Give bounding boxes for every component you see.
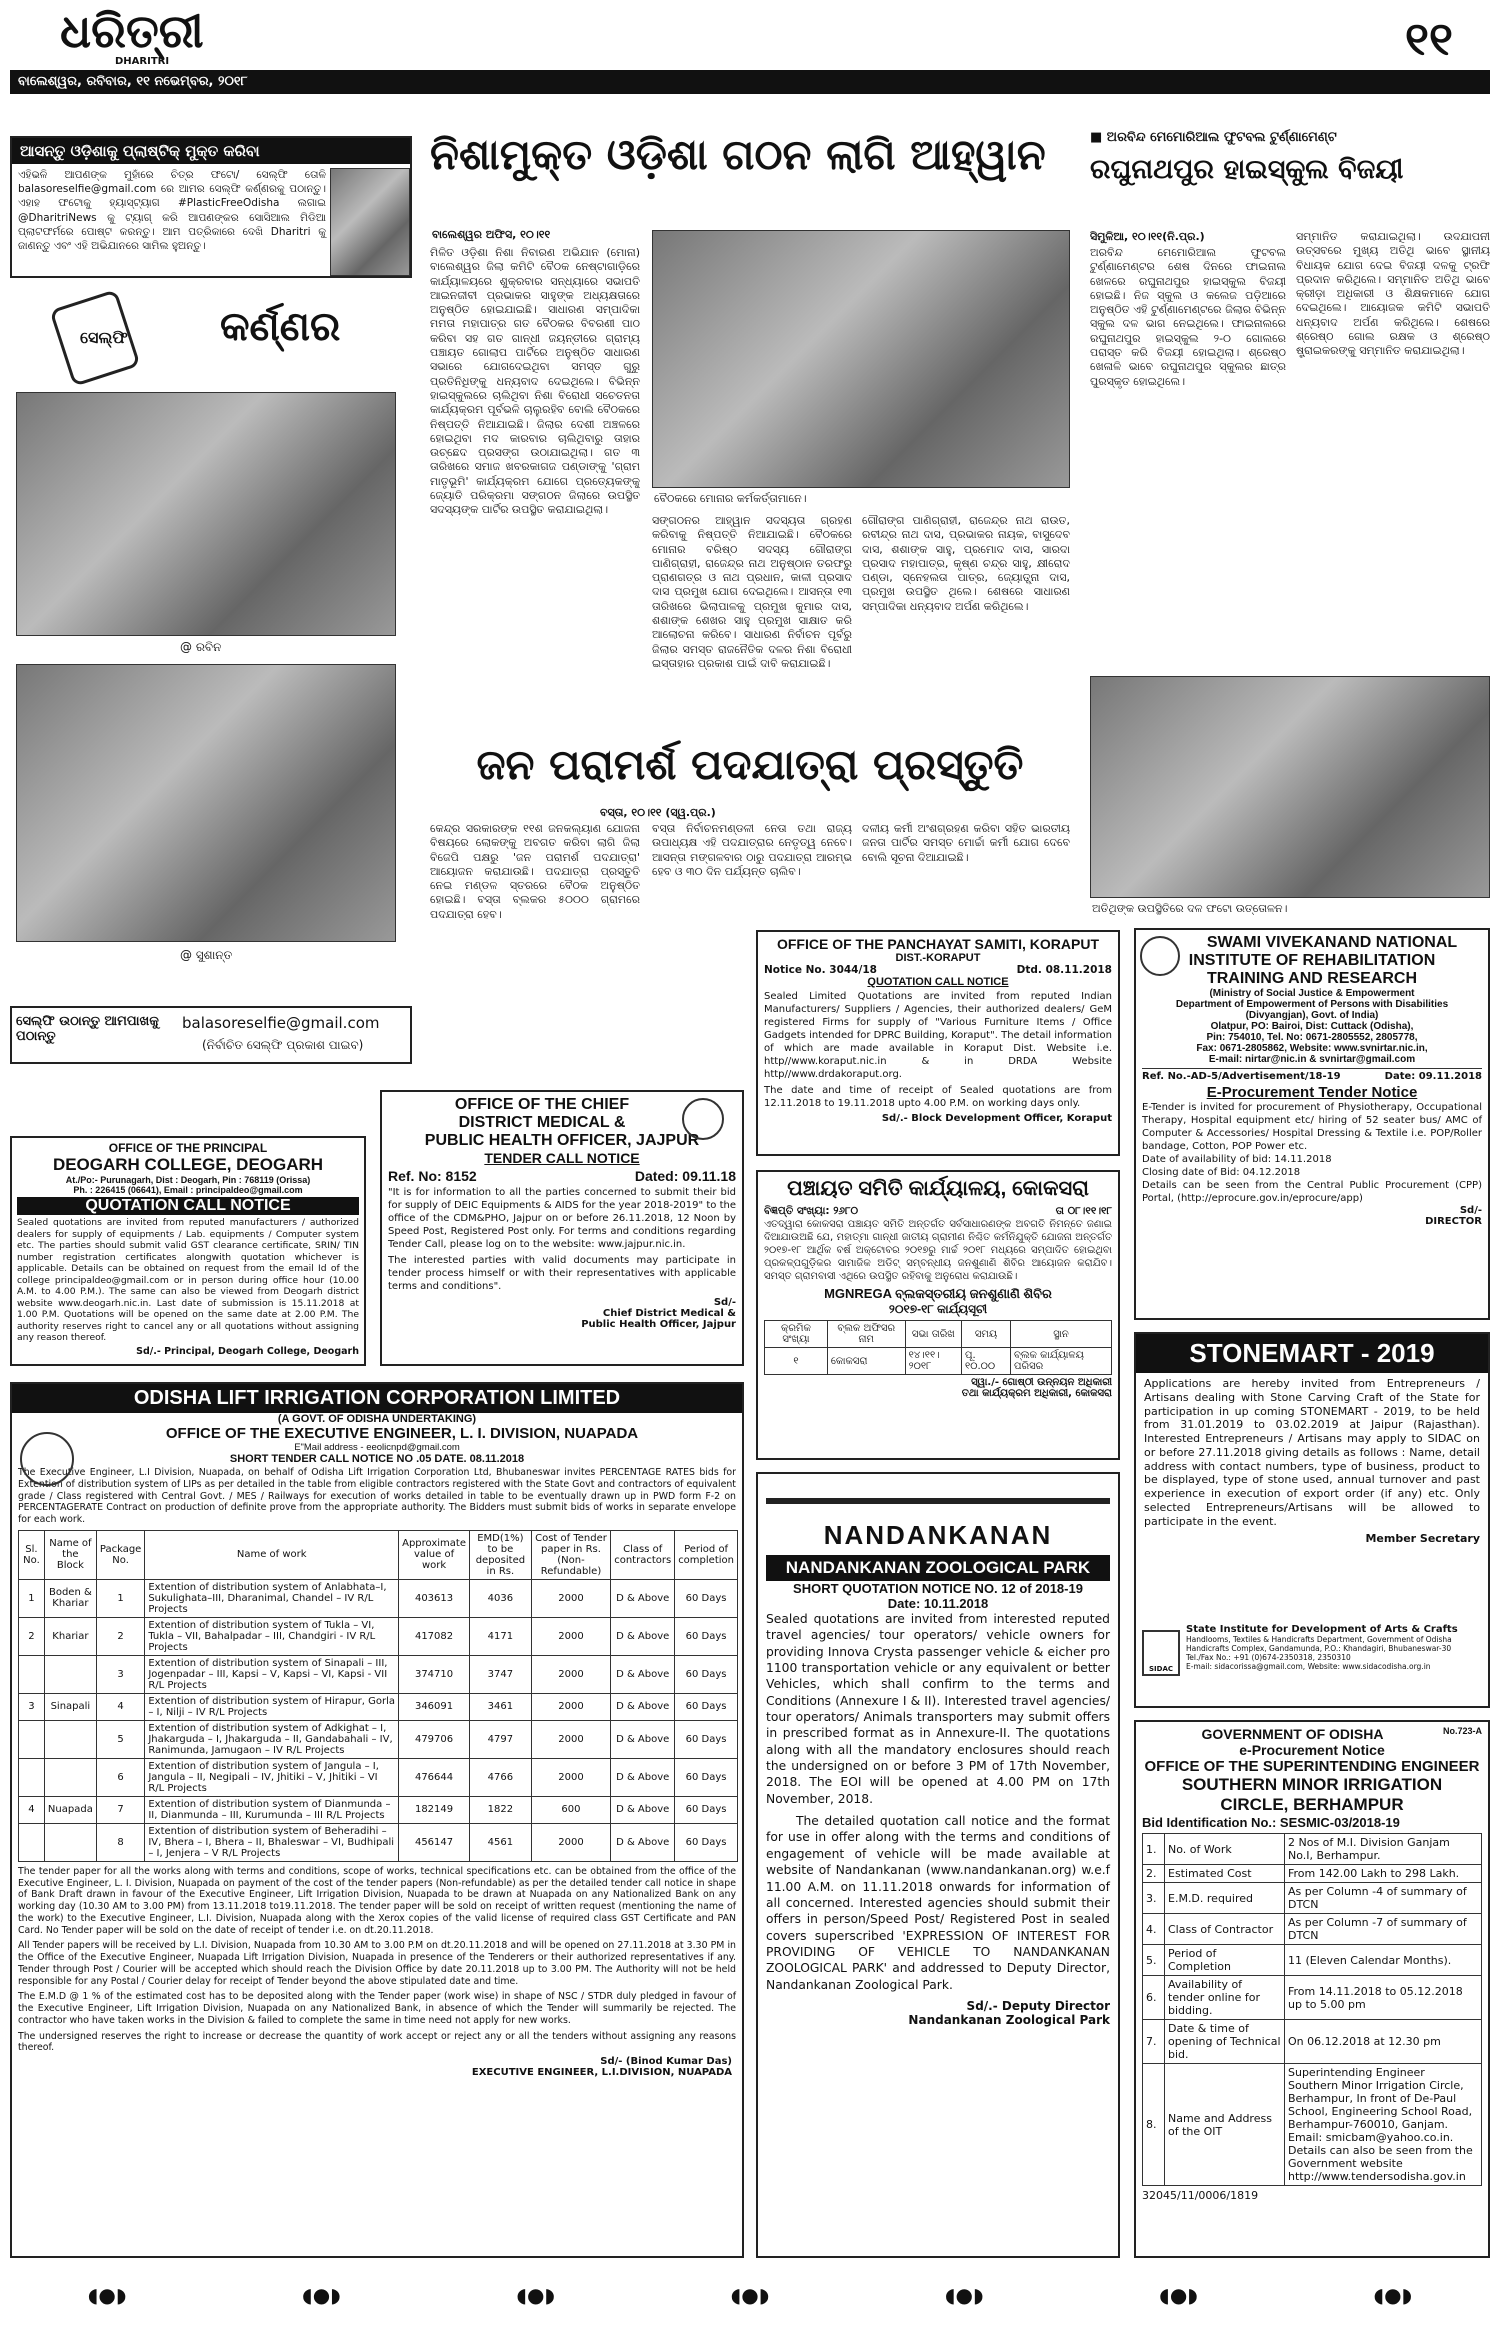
story2-photo: [1090, 676, 1490, 898]
koraput-date: Dtd. 08.11.2018: [1016, 964, 1112, 976]
smi-cell-k: Class of Contractor: [1165, 1914, 1285, 1945]
koksara-body: ଏତଦ୍ୱାରା କୋକସରା ପଞ୍ଚାୟତ ସମିତି ଅନ୍ତର୍ଗତ ସର୍ବସାଧାରଣଙ୍କ ଅବଗତି ନିମନ୍ତେ ଜଣାଇ ଦିଆଯାଉଅଛି ଯେ, ମହାତ୍ମା ଗାନ୍ଧୀ ଜାତୀୟ ଗ୍ରାମୀଣ ନିଶ୍ଚିତ କର୍ମନିଯୁକ୍ତି ଯୋଜନା ଅନ୍ତର୍ଗତ ୨୦୧୭-୧୮ ଆର୍ଥିକ ବର୍ଷ ଅକ୍ଟୋବର ୨୦୧୭ରୁ ମାର୍ଚ୍ଚ ୨୦୧୮ ମଧ୍ୟରେ ସମ୍ପାଦିତ ହୋଇଥିବା ପ୍ରକଳ୍ପଗୁଡ଼ିକର ସାମାଜିକ ଅଡିଟ୍ ସମ୍ବନ୍ଧୀୟ ଜନଶୁଣାଣି ଶିବିର ଆୟୋଜନ କରାଯିବ। ସମସ୍ତ ଗ୍ରାମବାସୀ ଏଥିରେ ଉପସ୍ଥିତ ରହିବାକୁ ଅନୁରୋଧ କରାଯାଉଛି।: [764, 1219, 1112, 1283]
olic-th: Class of contractors: [611, 1530, 675, 1579]
svnirtar-ref-row: [1142, 1068, 1482, 1082]
koksara-th: କ୍ରମିକ ସଂଖ୍ୟା: [765, 1321, 828, 1348]
olic-cell-period: 60 Days: [675, 1758, 738, 1796]
story3-col3: ଦଳୀୟ କର୍ମୀ ଅଂଶଗ୍ରହଣ କରିବା ସହିତ ଭାରତୀୟ ଜନତା ପାର୍ଟିର ସମସ୍ତ ମୋର୍ଚ୍ଚା କର୍ମୀ ଯୋଗ ଦେବେ ବୋଲି ସୂଚନା ଦିଆଯାଇଛି।: [862, 822, 1070, 864]
stonemart-org4: Tel./Fax No.: +91 (0)674-2350318, 2350310: [1186, 1653, 1351, 1662]
registration-mark-icon: ◖●◗: [516, 2283, 555, 2307]
olic-cell-pkg: 8: [96, 1823, 144, 1861]
olic-cell-sl: 1: [19, 1579, 45, 1617]
olic-cell-cost: 2000: [531, 1655, 610, 1693]
svnirtar-l3: TRAINING AND RESEARCH: [1206, 970, 1418, 987]
koksara-td: ୧୪।୧୧।୨୦୧୮: [905, 1348, 961, 1375]
olic-p4: The undersigned reserves the right to increase or decrease the quantity of work accept or reject any or all the tenders without assigning any reasons thereof.: [18, 2030, 736, 2054]
stonemart-title: STONEMART - 2019: [1136, 1334, 1488, 1373]
nandankanan-notice: SHORT QUOTATION NOTICE NO. 12 of 2018-19: [793, 1581, 1083, 1596]
koksara-td: କୋକସରା: [827, 1348, 905, 1375]
story2-dateline: ସିମୁଳିଆ, ୧୦।୧୧(ନି.ପ୍ର.): [1090, 230, 1205, 243]
olic-cell-work: Extention of distribution system of Tukla – VI, Tukla – VII, Bahalpadar – III, Chandgiri - IV R/L Projects: [145, 1617, 399, 1655]
olic-rows: [19, 1579, 738, 1861]
story3: [430, 740, 1070, 920]
smi-cell-n: 3.: [1143, 1883, 1165, 1914]
nandankanan-p2: The detailed quotation call notice and the format for use in offer along with the terms and conditions of engagement of vehicle will be made available at website of Nandankanan (www.nandankanan.org) w.e.f 11.00 A.M. on 11.11.2018 onwards for information of all concerned. Interested agencies should submit their offers in person/Speed Post/ Registered Post in sealed covers superscribed 'EXPRESSION OF INTEREST FOR PROVIDING OF VEHICLE TO NANDANKANAN ZOOLOGICAL PARK' and addressed to Deputy Director, Nandankanan Zoological Park.: [766, 1814, 1110, 1992]
svnirtar-sign1: Sd/-: [1459, 1205, 1482, 1216]
plastic-free-box: [10, 136, 412, 278]
olic-cell-class: D & Above: [611, 1823, 675, 1861]
svnirtar-l6: (Divyangjan), Govt. of India): [1245, 1010, 1379, 1021]
olic-cell-block: Khariar: [44, 1617, 96, 1655]
olic-cell-period: 60 Days: [675, 1823, 738, 1861]
olic-cell-class: D & Above: [611, 1693, 675, 1720]
smi-cell-v: 2 Nos of M.I. Division Ganjam No.I, Berhampur.: [1285, 1834, 1482, 1865]
olic-notice: SHORT TENDER CALL NOTICE NO .05 DATE. 08.11.2018: [229, 1453, 525, 1465]
olic-cell-emd: 4561: [470, 1823, 532, 1861]
olic-sign2: EXECUTIVE ENGINEER, L.I.DIVISION, NUAPADA: [471, 2067, 732, 2078]
olic-cell-work: Extention of distribution system of Jangula – I, Jangula – II, Negipali – IV, Jhitiki – V, Jhitiki – VI R/L Projects: [145, 1758, 399, 1796]
table-row: [1143, 2064, 1482, 2186]
table-row: [19, 1655, 738, 1693]
cdmo-date: Dated: 09.11.18: [634, 1168, 736, 1184]
story1-col2: ସଙ୍ଗଠନର ଆହ୍ୱାନ ସଦସ୍ୟତା ଗ୍ରହଣ କରିବାକୁ ନିଷ୍ପତ୍ତି ନିଆଯାଇଛି। ବୈଠକରେ ମୋନାର ବରିଷ୍ଠ ସଦସ୍ୟ ଗୌରାଙ୍ଗ ପାଣିଗ୍ରାହୀ, ରାଜେନ୍ଦ୍ର ନାଥ ଅନୁଷ୍ଠାନ ତରଫରୁ ପ୍ରାଣଗତ୍ର ଓ ନାଥ ପ୍ରଧାନ, କାଳୀ ପ୍ରସାଦ ଦାସ ପ୍ରମୁଖ ଯୋଗ ଦେଇଥିଲେ। ଆସନ୍ତା ୧୩ ତାରିଖରେ ଭିଲାପାଳକୁ ପ୍ରମୁଖ କୁମାର ଦାସ, ଶଶାଙ୍କ ଶେଖର ସାହୁ ପ୍ରମୁଖ ସାକ୍ଷାତ କରି ଆଲୋଚନା କରିବେ। ସାଧାରଣ ନିର୍ବାଚନ ପୂର୍ବରୁ ଜିଲାର ସମସ୍ତ ରାଜନୈତିକ ଦଳର ନିଶା ବିରୋଧୀ ଇସ୍ତାହାର ପ୍ରକାଶ ପାଇଁ ଦାବି କରାଯାଇଛି।: [652, 514, 852, 670]
olic-th: Package No.: [96, 1530, 144, 1579]
svnirtar-l8: Pin: 754010, Tel. No: 0671-2805552, 2805778,: [1206, 1032, 1418, 1043]
selfie-photo-2: [16, 664, 396, 942]
smi-cell-k: E.M.D. required: [1165, 1883, 1285, 1914]
smi-cell-n: 7.: [1143, 2020, 1165, 2064]
smi-cell-k: Period of Completion: [1165, 1945, 1285, 1976]
koksara-ref: ବିଜ୍ଞପ୍ତି ସଂଖ୍ୟା: ୨୬୮୦: [764, 1205, 859, 1218]
olic-cell-period: 60 Days: [675, 1796, 738, 1823]
story3-col1: କେନ୍ଦ୍ର ସରକାରଙ୍କ ୧୧ଶ ଜନକଲ୍ୟାଣ ଯୋଜନା ବିଷୟରେ ଲୋକଙ୍କୁ ଅବଗତ କରିବା ଲାଗି ଜିଲା ବିଜେପି ପକ୍ଷରୁ 'ଜନ ପରାମର୍ଶ ପଦଯାତ୍ରା' ଆୟୋଜନ କରାଯାଉଛି। ପଦଯାତ୍ରା ପ୍ରସ୍ତୁତି ନେଇ ମଣ୍ଡଳ ସ୍ତରରେ ବୈଠକ ଅନୁଷ୍ଠିତ ହୋଇଛି। ବସ୍ତା ବ୍ଲକର ୫୦୦୦ ଗ୍ରାମରେ ପଦଯାତ୍ରା ହେବ।: [430, 822, 640, 920]
olic-email: E"Mail address - eeolicnpd@gmail.com: [294, 1442, 460, 1453]
olic-cell-sl: [19, 1720, 45, 1758]
deogarh-body: Sealed quotations are invited from reputed manufacturers / authorized dealers for supply of equipments / Lab. equipments / Computer system etc. The parties should submit valid GST clearance certificate, SRIN/ TIN number registration certificates alongwith quotation whichever is applicable. Details can be obtained on request from the email Id of the college principaldeo@gmail.com or in person during office hour (10.00 A.M. to 4.00 P.M.). The same can also be viewed from Deogarh district website www.deogarh.nic.in. Last date of submission is 15.11.2018 at 1.00 P.M. Quotations will be opened on the same date at 2.00 P.M. The authority reserves right to cancel any or all quotations without assigning any reason thereof.: [17, 1217, 359, 1343]
smi-cell-v: As per Column -4 of summary of DTCN: [1285, 1883, 1482, 1914]
table-row: [1143, 1914, 1482, 1945]
koraput-notice-row: [764, 964, 1112, 976]
story1-col3: ଗୌରାଙ୍ଗ ପାଣିଗ୍ରାହୀ, ରାଜେନ୍ଦ୍ର ନାଥ ରାଉତ, ରବୀନ୍ଦ୍ର ନାଥ ଦାସ, ପ୍ରଭାକର ନାୟକ, ବାସୁଦେବ ଦାସ, ଶଶାଙ୍କ ସାହୁ, ପ୍ରମୋଦ ଦାସ, ସାରଦା ପ୍ରସାଦ ମହାପାତ୍ର, କୃଷ୍ଣ ଚନ୍ଦ୍ର ସାହୁ, କ୍ଷୀରୋଦ ପଣ୍ଡା, ସ୍ନେହଲତା ପାତ୍ର, ଜ୍ୟୋତ୍ସ୍ନା ଦାସ, ପ୍ରମୁଖ ଉପସ୍ଥିତ ଥିଲେ। ଶେଷରେ ସାଧାରଣ ସମ୍ପାଦିକା ଧନ୍ୟବାଦ ଅର୍ପଣ କରିଥିଲେ।: [862, 514, 1070, 613]
olic-cell-work: Extention of distribution system of Anlabhata–I, Sukulighata–III, Dharanimal, Chandel – IV R/L Projects: [145, 1579, 399, 1617]
smi-l3: OFFICE OF THE SUPERINTENDING ENGINEER: [1144, 1758, 1480, 1775]
table-row: [1143, 1834, 1482, 1865]
olic-cell-period: 60 Days: [675, 1655, 738, 1693]
koraput-title: QUOTATION CALL NOTICE: [867, 976, 1009, 988]
table-row: [19, 1823, 738, 1861]
smi-cell-v: 11 (Eleven Calendar Months).: [1285, 1945, 1482, 1976]
olic-cell-class: D & Above: [611, 1579, 675, 1617]
olic-cell-work: Extention of distribution system of Dianmunda – II, Dianmunda – III, Kurumunda – III R/L Projects: [145, 1796, 399, 1823]
olic-sign1: Sd/- (Binod Kumar Das): [600, 2056, 732, 2067]
olic-cell-value: 403613: [399, 1579, 470, 1617]
registration-mark-icon: ◖●◗: [730, 2283, 770, 2307]
nandankanan-date: Date: 10.11.2018: [887, 1596, 989, 1611]
olic-cell-work: Extention of distribution system of Sinapali – III, Jogenpadar – III, Kapsi – V, Kapsi – VI, Kapsi - VII R/L Projects: [145, 1655, 399, 1693]
story1-photo-caption: ବୈଠକରେ ମୋନାର କର୍ମକର୍ତ୍ତାମାନେ।: [654, 492, 807, 505]
selfie-footer-note: (ନିର୍ବାଚିତ ସେଲ୍ଫି ପ୍ରକାଶ ପାଇବ): [202, 1038, 364, 1052]
smi-table: [1142, 1833, 1482, 2186]
cdmo-title: TENDER CALL NOTICE: [484, 1150, 640, 1166]
koksara-td: ୧: [765, 1348, 828, 1375]
olic-cell-value: 476644: [399, 1758, 470, 1796]
deogarh-sign: Sd/.- Principal, Deogarh College, Deogarh: [136, 1345, 359, 1357]
table-row: [19, 1579, 738, 1617]
olic-cell-sl: [19, 1758, 45, 1796]
nandankanan-p1: Sealed quotations are invited from interested reputed travel agencies/ tour operators/ vehicle owners for providing Innova Crysta passenger vehicle & eicher pro 1100 transportation vehicle or any equivalent or better Vehicles, which shall confirm to the terms and Conditions (Annexure I & II). Interested travel agencies/ tour operators/ Animals transporters may submit offers in prescribed format as in Annexure-II. The quotations along with all the mandatory enclosures should reach the undersigned on or before 3 PM of 17th November, 2018. The EOI will be opened at 4.00 PM on 17th November, 2018.: [766, 1612, 1110, 1806]
smi-cell-n: 2.: [1143, 1865, 1165, 1883]
table-row: [1143, 1883, 1482, 1914]
olic-cell-period: 60 Days: [675, 1720, 738, 1758]
table-row: [1143, 1976, 1482, 2020]
olic-cell-sl: 3: [19, 1693, 45, 1720]
olic-logo: [20, 1432, 74, 1486]
nandankanan-sign1: Sd/.- Deputy Director: [966, 1998, 1110, 2013]
smi-cell-n: 6.: [1143, 1976, 1165, 2020]
story2: [1090, 130, 1490, 920]
olic-th: Cost of Tender paper in Rs. (Non-Refundable): [531, 1530, 610, 1579]
registration-mark-icon: ◖●◗: [945, 2283, 984, 2307]
stonemart-org1: State Institute for Development of Arts & Crafts: [1186, 1624, 1458, 1635]
masthead: [0, 0, 1500, 96]
olic-th: Name of work: [145, 1530, 399, 1579]
ad-cdmo: [380, 1090, 744, 1366]
olic-cell-sl: 2: [19, 1617, 45, 1655]
masthead-subtitle: DHARITRI: [115, 56, 170, 67]
svnirtar-ref: Ref. No.-AD-5/Advertisement/18-19: [1142, 1071, 1341, 1082]
olic-cell-value: 346091: [399, 1693, 470, 1720]
smi-l2: e-Procurement Notice: [1239, 1742, 1385, 1758]
olic-cell-value: 417082: [399, 1617, 470, 1655]
smi-cell-k: Availability of tender online for bidding.: [1165, 1976, 1285, 2020]
nandankanan-logo: [766, 1498, 1110, 1551]
olic-th: Sl. No.: [19, 1530, 45, 1579]
story1-headline: ନିଶାମୁକ୍ତ ଓଡ଼ିଶା ଗଠନ ଲାଗି ଆହ୍ୱାନ: [430, 130, 1046, 179]
ad-stonemart: [1134, 1332, 1490, 1708]
cdmo-sign2: Chief District Medical &: [602, 1308, 736, 1319]
selfie-footer-left: ସେଲ୍ଫି ଉଠାନ୍ତୁ ଆମପାଖକୁ ପଠାନ୍ତୁ: [16, 1014, 159, 1044]
story2-kicker: ■ ଅରବିନ୍ଦ ମେମୋରିଆଲ ଫୁଟବଲ ଟୁର୍ଣ୍ଣାମେଣ୍ଟ: [1090, 130, 1337, 145]
olic-cell-block: [44, 1720, 96, 1758]
svnirtar-logo: [1140, 936, 1180, 976]
olic-cell-emd: 4766: [470, 1758, 532, 1796]
selfie-footer: [10, 1006, 412, 1064]
story1-col1: ମିଳିତ ଓଡ଼ିଶା ନିଶା ନିବାରଣ ଅଭିଯାନ (ମୋନା) ବାଲେଶ୍ୱର ଜିଲା କମିଟି ବୈଠକ ନେଷ୍ଟାଗାଡ଼ିରେ କାର୍ଯ୍ୟାଳୟରେ ଶୁକ୍ରବାର ସନ୍ଧ୍ୟାରେ ସଭାପତି ଆଇନଜୀବୀ ପ୍ରଭାକର ସାହୁଙ୍କ ଅଧ୍ୟକ୍ଷତାରେ ଅନୁଷ୍ଠିତ ହୋଇଯାଇଛି। ସାଧାରଣ ସମ୍ପାଦିକା ମମତା ମହାପାତ୍ର ଗତ ବୈଠକର ବିବରଣୀ ପାଠ କରିବା ସହ ଗତ ଗାନ୍ଧୀ ଜୟନ୍ତୀରେ ଗ୍ରାମ୍ୟ ପଞ୍ଚାୟତ ଗୋଲାପ ପାର୍ଟିରେ ଅନୁଷ୍ଠିତ ସାଧାରଣ ସଭାରେ ଯୋଗଦେଇଥିବା ସମସ୍ତ ଗୁରୁ ପ୍ରତିନିଧିଙ୍କୁ ଧନ୍ୟବାଦ ଦେଇଥିଲେ। ବିଭିନ୍ନ ହାଇସ୍କୁଲରେ ଚାଲିଥିବା ନିଶା ବିରୋଧୀ ସଚେତନତା କାର୍ଯ୍ୟକ୍ରମ ପୂର୍ବଭଳି ଚାଲୁରହିବ ବୋଲି ବୈଠକରେ ନିଷ୍ପତ୍ତି ନିଆଯାଇଛି। ଜିଲାର ଦେଶୀ ଅଞ୍ଚଳରେ ହୋଇଥିବା ମଦ କାରବାର ଚାଲିଥିବାରୁ ତାହାର ଉଚ୍ଛେଦ ପ୍ରସଙ୍ଗ ଉଠାଯାଇଥିଲା। ଗତ ୩ ତାରିଖରେ ସମାଜ ଖବରକାଗଜ ପଣ୍ଡାଙ୍କୁ 'ଗ୍ରାମ ମାତୃଭୂମି' କାର୍ଯ୍ୟକ୍ରମ ଯୋଗେ ପ୍ରତ୍ୟେକଙ୍କୁ ଜ୍ୟୋତି ପରିକ୍ରମା ସଙ୍ଗଠନ ଜିଲାରେ ଉପସ୍ଥିତ ସଦସ୍ୟଙ୍କ ପାର୍ଟିର ଉପସ୍ଥିତ କରାଯାଇଥିଲା।: [430, 246, 640, 517]
koksara-title: ପଞ୍ଚାୟତ ସମିତି କାର୍ଯ୍ୟାଳୟ, କୋକସରା: [787, 1177, 1089, 1200]
svnirtar-l2: INSTITUTE OF REHABILITATION: [1188, 952, 1436, 969]
table-row: [19, 1617, 738, 1655]
koksara-date: ତା ୦୮।୧୧।୧୮: [1055, 1205, 1112, 1218]
svnirtar-date: Date: 09.11.2018: [1384, 1071, 1482, 1082]
olic-cell-pkg: 5: [96, 1720, 144, 1758]
olic-cell-period: 60 Days: [675, 1693, 738, 1720]
olic-cell-cost: 2000: [531, 1720, 610, 1758]
olic-cell-sl: [19, 1823, 45, 1861]
olic-cell-pkg: 7: [96, 1796, 144, 1823]
olic-intro: The Executive Engineer, L.I Division, Nuapada, on behalf of Odisha Lift Irrigation Corporation Ltd, Bhubaneswar invites PERCENTAGE RATES bids for Extention of distribution system of LIPs as per detailed in the table from eligible contractors registered with the State Govt and contractors of equivalent grade / Class registered with Central Govt. / MES / Railways for execution of works detailed in table to be eventually drawn up in PWD form F-2 on PERCENTAGERATE Contract on production of definite prove from the appropriate authority. The Bidders must submit bids of works in separate envelope for each work.: [18, 1467, 736, 1525]
ad-smi: [1134, 1720, 1490, 2258]
olic-cell-block: Sinapali: [44, 1693, 96, 1720]
smi-cell-n: 5.: [1143, 1945, 1165, 1976]
olic-cell-pkg: 6: [96, 1758, 144, 1796]
cdmo-ref-row: [388, 1168, 736, 1184]
olic-th: EMD(1%) to be deposited in Rs.: [470, 1530, 532, 1579]
cdmo-l2: DISTRICT MEDICAL &: [458, 1114, 626, 1131]
olic-sub: (A GOVT. OF ODISHA UNDERTAKING): [277, 1413, 477, 1425]
svnirtar-l9: Fax: 0671-2805862, Website: www.svnirtar.nic.in,: [1196, 1043, 1428, 1054]
olic-table-header: [19, 1530, 738, 1579]
story2-photo-caption: ଅତିଥିଙ୍କ ଉପସ୍ଥିତିରେ ଦଳ ଫଟୋ ଉତ୍ତୋଳନ।: [1092, 902, 1288, 915]
svnirtar-l5: Department of Empowerment of Persons with Disabilities: [1175, 999, 1449, 1010]
smi-l5: CIRCLE, BERHAMPUR: [1220, 1795, 1404, 1814]
table-row: [19, 1693, 738, 1720]
selfie-caption-1: @ ରବିନ: [180, 640, 222, 654]
story1-dateline: ବାଲେଶ୍ୱର ଅଫିସ, ୧୦।୧୧: [432, 228, 551, 241]
registration-marks: [0, 2280, 1500, 2310]
olic-cell-cost: 2000: [531, 1617, 610, 1655]
deogarh-l3: At./Po:- Purunagarh, Dist : Deogarh, Pin : 768119 (Orissa): [65, 1175, 311, 1185]
olic-cell-block: Boden & Khariar: [44, 1579, 96, 1617]
koksara-td: ପୂ. ୧୦.୦୦: [962, 1348, 1011, 1375]
page-number: ୧୧: [1405, 12, 1453, 66]
story1: [430, 130, 1070, 740]
olic-cell-emd: 3747: [470, 1655, 532, 1693]
olic-cell-value: 479706: [399, 1720, 470, 1758]
stonemart-sign: Member Secretary: [1365, 1532, 1480, 1546]
olic-cell-sl: 4: [19, 1796, 45, 1823]
ad-deogarh: [10, 1136, 366, 1366]
olic-cell-class: D & Above: [611, 1796, 675, 1823]
cdmo-sign3: Public Health Officer, Jajpur: [581, 1319, 736, 1330]
smi-footer: 32045/11/0006/1819: [1142, 2189, 1259, 2202]
cdmo-ref: Ref. No: 8152: [388, 1168, 477, 1184]
smi-govt: GOVERNMENT OF ODISHA: [1201, 1726, 1384, 1742]
svnirtar-l4: (Ministry of Social Justice & Empowerment: [1209, 988, 1415, 999]
cdmo-l1: OFFICE OF THE CHIEF: [454, 1096, 630, 1113]
svnirtar-title: E-Procurement Tender Notice: [1206, 1084, 1418, 1101]
registration-mark-icon: ◖●◗: [87, 2283, 127, 2307]
cdmo-body2: The interested parties with valid documents may participate in tender process himself or with their representatives with applicable terms and conditions".: [388, 1255, 736, 1292]
ad-svnirtar: [1134, 928, 1490, 1320]
dateline: ବାଲେଶ୍ୱର, ରବିବାର, ୧୧ ନଭେମ୍ବର, ୨୦୧୮: [18, 74, 248, 89]
olic-cell-class: D & Above: [611, 1720, 675, 1758]
olic-cell-cost: 2000: [531, 1758, 610, 1796]
smi-cell-v: From 142.00 Lakh to 298 Lakh.: [1285, 1865, 1482, 1883]
table-row: [1143, 2020, 1482, 2064]
olic-cell-cost: 2000: [531, 1823, 610, 1861]
selfie-corner: [10, 290, 412, 386]
story3-dateline: ବସ୍ତା, ୧୦।୧୧ (ସ୍ୱ.ପ୍ର.): [600, 806, 716, 819]
koksara-sub-title: MGNREGA ବ୍ଲକସ୍ତରୀୟ ଜନଶୁଣାଣି ଶିବିର: [824, 1286, 1052, 1302]
ad-nandankanan: [756, 1472, 1120, 2258]
svnirtar-body2: Date of availability of bid: 14.11.2018: [1142, 1154, 1332, 1165]
story3-col2: ବସ୍ତା ନିର୍ବାଚନମଣ୍ଡଳୀ ନେତା ତଥା ରାଜ୍ୟ ଉପାଧ୍ୟକ୍ଷ ଏହି ପଦଯାତ୍ରାର ନେତୃତ୍ୱ ନେବେ। ଆସନ୍ତା ମଙ୍ଗଳବାର ଠାରୁ ପଦଯାତ୍ରା ଆରମ୍ଭ ହେବ ଓ ୩୦ ଦିନ ପର୍ଯ୍ୟନ୍ତ ଚାଲିବ।: [652, 822, 852, 878]
olic-cell-emd: 3461: [470, 1693, 532, 1720]
smi-cell-k: Date & time of opening of Technical bid.: [1165, 2020, 1285, 2064]
olic-cell-period: 60 Days: [675, 1617, 738, 1655]
selfie-footer-email: balasoreselfie@gmail.com: [182, 1014, 380, 1032]
svnirtar-l10: E-mail: nirtar@nic.in & svnirtar@gmail.com: [1208, 1054, 1416, 1065]
registration-mark-icon: ◖●◗: [1373, 2283, 1413, 2307]
olic-cell-block: Nuapada: [44, 1796, 96, 1823]
olic-cell-pkg: 2: [96, 1617, 144, 1655]
koksara-sub-title2: ୨୦୧୭-୧୮ କାର୍ଯ୍ୟସୂଚୀ: [888, 1302, 988, 1317]
cdmo-sign1: Sd/-: [713, 1297, 736, 1308]
deogarh-title: QUOTATION CALL NOTICE: [17, 1197, 359, 1215]
olic-cell-cost: 2000: [531, 1693, 610, 1720]
selfie-photo-1: [16, 392, 396, 636]
deogarh-l1: OFFICE OF THE PRINCIPAL: [108, 1141, 268, 1155]
olic-cell-block: [44, 1758, 96, 1796]
smi-cell-k: Name and Address of the OIT: [1165, 2064, 1285, 2186]
olic-table: [18, 1530, 738, 1862]
olic-p1: The tender paper for all the works along with terms and conditions, scope of works, technical specifications etc. can be obtained from the office of the Executive Engineer, L. I. Division, Nuapada on payment of the cost of the tender papers (Non-refundable) as per the detailed tender call notice in shape of Bank Draft drawn in favour of the Executive Engineer, Lift Irrigation Division, Nuapada to be drawn at Nuapada on any Nationalized Bank on any working day (10.30 AM to 3.00 PM) from 13.11.2018 to19.11.2018. The tender paper will be sold on receipt of written request (mentioning the name of the work) to the Executive Engineer, L.I. Division, Nuapada along with the Xerox copies of the valid license of required class GST Certificate and PAN Card. No Tender paper will be sold on the date of receipt of tender i.e. on dt.20.11.2018.: [18, 1865, 736, 1936]
stonemart-org5: E-mail: sidacorissa@gmail.com, Website: www.sidacodisha.org.in: [1186, 1662, 1431, 1671]
smi-cell-n: 1.: [1143, 1834, 1165, 1865]
olic-cell-work: Extention of distribution system of Hirapur, Gorla – I, Nilji – IV R/L Projects: [145, 1693, 399, 1720]
plastic-headline: ଆସନ୍ତୁ ଓଡ଼ିଶାକୁ ପ୍ଲାଷ୍ଟିକ୍ ମୁକ୍ତ କରିବା: [12, 138, 410, 164]
stonemart-org3: Handicrafts Complex, Gandamunda, P.O.: Khandagiri, Bhubaneswar-30: [1186, 1644, 1452, 1653]
nandankanan-sign2: Nandankanan Zoological Park: [908, 2012, 1110, 2027]
registration-mark-icon: ◖●◗: [302, 2283, 341, 2307]
koksara-th: ସଭା ତାରିଖ: [905, 1321, 961, 1348]
masthead-title: ଧରିତ୍ରୀ: [60, 4, 204, 58]
nandankanan-title: NANDANKANAN ZOOLOGICAL PARK: [766, 1555, 1110, 1581]
olic-cell-pkg: 3: [96, 1655, 144, 1693]
nandankanan-logo-text: NANDANKANAN: [823, 1520, 1053, 1550]
smi-cell-v: Superintending Engineer Southern Minor Irrigation Circle, Berhampur, In front of De-Paul School, Engineering School Road, Berhampur-760010, Ganjam. Email: smicbam@yahoo.co.in. Details can also be seen from the Government website http://www.tendersodisha.gov.in: [1285, 2064, 1482, 2186]
registration-mark-icon: ◖●◗: [1159, 2283, 1198, 2307]
sidac-logo-text: SIDAC: [1148, 1665, 1173, 1673]
stonemart-body: Applications are hereby invited from Entrepreneurs / Artisans dealing with Stone Carving Craft of the State for participation in up coming STONEMART - 2019, to be held from 31.01.2019 to 03.02.2019 at Jaipur (Rajasthan). Interested Entrepreneurs / Artisans may apply to SIDAC on or before 27.11.2018 giving details as follows : Name, detail address with contact numbers, type of business, product to be displayed, type of stone used, annual turnover and past experience in execution of export order (if any) etc. Only selected Entrepreneurs/Artisans will be allowed to participate in the event.: [1144, 1377, 1480, 1528]
svnirtar-l1: SWAMI VIVEKANAND NATIONAL: [1206, 934, 1458, 951]
svnirtar-l7: Olatpur, PO: Bairoi, Dist: Cuttack (Odisha),: [1210, 1021, 1414, 1032]
story2-col2: ସମ୍ମାନିତ କରାଯାଇଥିଲା। ଉଦଯାପନୀ ଉତ୍ସବରେ ମୁଖ୍ୟ ଅତିଥି ଭାବେ ସ୍ଥାନୀୟ ବିଧାୟକ ଯୋଗ ଦେଇ ବିଜୟୀ ଦଳକୁ ଟ୍ରଫି ପ୍ରଦାନ କରିଥିଲେ। ସମ୍ମାନିତ ଅତିଥି ଭାବେ କ୍ରୀଡ଼ା ଅଧିକାରୀ ଓ ଶିକ୍ଷକମାନେ ଯୋଗ ଦେଇଥିଲେ। ଆୟୋଜକ କମିଟି ସଭାପତି ଧନ୍ୟବାଦ ଅର୍ପଣ କରିଥିଲେ। ଶେଷରେ ଶ୍ରେଷ୍ଠ ଗୋଲ ରକ୍ଷକ ଓ ଶ୍ରେଷ୍ଠ ଷ୍ଟ୍ରାଇକରଙ୍କୁ ସମ୍ମାନିତ କରାଯାଇଥିଲା।: [1296, 230, 1490, 358]
deogarh-l4: Ph. : 226415 (06641), Email : principaldeo@gmail.com: [73, 1185, 303, 1195]
smi-bid: Bid Identification No.: SESMIC-03/2018-19: [1142, 1815, 1400, 1830]
smi-l1: [1142, 1726, 1482, 1742]
table-row: [19, 1796, 738, 1823]
koksara-sign2: ତଥା କାର୍ଯ୍ୟକ୍ରମ ଅଧିକାରୀ, କୋକସରା: [961, 1388, 1112, 1400]
olic-cell-block: [44, 1655, 96, 1693]
olic-cell-value: 456147: [399, 1823, 470, 1861]
koksara-ref-row: [764, 1205, 1112, 1218]
olic-p3: The E.M.D @ 1 % of the estimated cost has to be deposited along with the Tender paper (work wise) in shape of NSC / STDR duly pledged in favour of the Executive Engineer, Lift Irrigation Division, Nuapada on any Nationalized Bank, in absence of which the Tender will summarily be rejected. The contractor who have taken works in the Division & failed to complete the same in time need not apply for new works.: [18, 1991, 736, 2026]
olic-cell-class: D & Above: [611, 1655, 675, 1693]
olic-p2: All Tender papers will be received by L.I. Division, Nuapada from 10.30 AM to 3.00 P.M on dt.20.11.2018 and will be opened on 27.11.2018 at 3.30 PM in the Office of the Executive Engineer, Nuapada Lift Irrigation Division, Nuapada in presence of the Tenderers or their authorized representatives if any. Tender through Post / Courier will be accepted which should reach the Division Office by date 20.11.2018 up to 3.00 PM. The Authority will not be held responsible for any Postal / Courier delay for receipt of Tender beyond the above stipulated date and time.: [18, 1940, 736, 1987]
koraput-sign: Sd/.- Block Development Officer, Koraput: [881, 1113, 1112, 1124]
sidac-logo: [1142, 1630, 1180, 1676]
olic-cell-pkg: 1: [96, 1579, 144, 1617]
koksara-th: ବ୍ଲକ ଅଫିସର ନାମ: [827, 1321, 905, 1348]
table-row: [765, 1348, 1112, 1375]
koraput-body1: Sealed Limited Quotations are invited from reputed Indian Manufacturers/ Suppliers / Agencies, their authorized dealers/ GeM registered Firms for supply of "Various Furniture Items / Office Gadgets intended for DPRC Building, Koraput". The detail information of which are made available in Koraput Dist. Website i.e. http//www.koraput.nic.in & in DRDA Website http//www.drdakoraput.org.: [764, 991, 1112, 1080]
cdmo-l3: PUBLIC HEALTH OFFICER, JAJPUR: [424, 1132, 700, 1149]
svnirtar-body3: Closing date of Bid: 04.12.2018: [1142, 1167, 1301, 1178]
olic-cell-cost: 2000: [531, 1579, 610, 1617]
olic-cell-emd: 4797: [470, 1720, 532, 1758]
koksara-table-header: [765, 1321, 1112, 1348]
olic-th: Approximate value of work: [399, 1530, 470, 1579]
table-row: [19, 1758, 738, 1796]
cdmo-body1: "It is for information to all the parties concerned to submit their bid for supply of DEIC Equipments & AIDS for the year 2018-2019" to the office of the CDM&PHO, Jajpur on or before 26.11.2018, 12 Noon by Speed Post, Registered Post only. For terms and conditions regarding Tender Call, please log on to the website: www.jajpur.nic.in.: [388, 1187, 736, 1250]
story1-photo: [652, 230, 1070, 488]
olic-cell-class: D & Above: [611, 1758, 675, 1796]
smi-rows: [1143, 1834, 1482, 2186]
smi-cell-n: 4.: [1143, 1914, 1165, 1945]
koksara-table: [764, 1320, 1112, 1375]
olic-cell-class: D & Above: [611, 1617, 675, 1655]
svnirtar-body4: Details can be seen from the Central Public Procurement (CPP) Portal, (http://eprocure.gov.in/eprocure/app): [1142, 1180, 1482, 1204]
olic-cell-work: Extention of distribution system of Adkighat – I, Jhakarguda – I, Jhakarguda – II, Gandabahali – IV, Ranimunda, Jamugaon – IV R/L Projects: [145, 1720, 399, 1758]
ad-koksara: [756, 1170, 1120, 1460]
selfie-label: ସେଲ୍ଫି: [80, 328, 128, 347]
deogarh-l2: DEOGARH COLLEGE, DEOGARH: [52, 1155, 324, 1174]
smi-l4: SOUTHERN MINOR IRRIGATION: [1181, 1775, 1443, 1794]
smi-cell-v: From 14.11.2018 to 05.12.2018 up to 5.00 pm: [1285, 1976, 1482, 2020]
olic-cell-emd: 4036: [470, 1579, 532, 1617]
olic-cell-value: 374710: [399, 1655, 470, 1693]
plastic-photo: [330, 168, 410, 276]
olic-office: OFFICE OF THE EXECUTIVE ENGINEER, L. I. DIVISION, NUAPADA: [165, 1425, 639, 1442]
olic-th: Period of completion: [675, 1530, 738, 1579]
olic-cell-emd: 4171: [470, 1617, 532, 1655]
table-row: [19, 1720, 738, 1758]
story2-headline: ରଘୁନାଥପୁର ହାଇସ୍କୁଲ ବିଜୟୀ: [1090, 154, 1404, 185]
smi-cell-n: 8.: [1143, 2064, 1165, 2186]
svnirtar-sign2: DIRECTOR: [1425, 1216, 1482, 1227]
table-row: [1143, 1865, 1482, 1883]
smi-cell-k: Estimated Cost: [1165, 1865, 1285, 1883]
olic-cell-cost: 600: [531, 1796, 610, 1823]
koksara-th: ସମୟ: [962, 1321, 1011, 1348]
olic-th: Name of the Block: [44, 1530, 96, 1579]
smi-cell-v: As per Column -7 of summary of DTCN: [1285, 1914, 1482, 1945]
olic-cell-sl: [19, 1655, 45, 1693]
olic-cell-value: 182149: [399, 1796, 470, 1823]
nhm-logo: [682, 1098, 724, 1140]
olic-cell-period: 60 Days: [675, 1579, 738, 1617]
olic-cell-pkg: 4: [96, 1693, 144, 1720]
smi-cell-k: No. of Work: [1165, 1834, 1285, 1865]
selfie-word: କର୍ଣ୍ଣର: [220, 304, 341, 350]
ad-olic: [10, 1382, 744, 2258]
koksara-th: ସ୍ଥାନ: [1011, 1321, 1112, 1348]
koksara-td: ବ୍ଲକ କାର୍ଯ୍ୟାଳୟ ପରିସର: [1011, 1348, 1112, 1375]
stonemart-org: [1186, 1624, 1486, 1671]
story2-col1: ଅରବିନ୍ଦ ମେମୋରିଆଲ ଫୁଟବଲ ଟୁର୍ଣ୍ଣାମେଣ୍ଟର ଶେଷ ଦିନରେ ଫାଇନାଲ ଖେଳରେ ରଘୁନାଥପୁର ହାଇସ୍କୁଲ ବିଜୟୀ ହୋଇଛି। ନିଜ ସ୍କୁଲ ଓ କଲେଜ ପଡ଼ିଆରେ ଅନୁଷ୍ଠିତ ଏହି ଟୁର୍ଣ୍ଣାମେଣ୍ଟରେ ଜିଲାର ବିଭିନ୍ନ ସ୍କୁଲ ଦଳ ଭାଗ ନେଇଥିଲେ। ଫାଇନାଲରେ ରଘୁନାଥପୁର ହାଇସ୍କୁଲ ୨-୦ ଗୋଲରେ ପରାସ୍ତ କରି ବିଜୟୀ ହୋଇଥିଲା। ଶ୍ରେଷ୍ଠ ଖେଳାଳି ଭାବେ ରଘୁନାଥପୁର ସ୍କୁଲର ଛାତ୍ର ପୁରସ୍କୃତ ହୋଇଥିଲେ।: [1090, 246, 1286, 388]
koksara-sign1: ସ୍ୱା./- ଗୋଷ୍ଠୀ ଉନ୍ନୟନ ଅଧିକାରୀ: [971, 1377, 1112, 1389]
smi-cell-v: On 06.12.2018 at 12.30 pm: [1285, 2020, 1482, 2064]
koraput-dist: DIST.-KORAPUT: [895, 952, 981, 964]
story3-headline: ଜନ ପରାମର୍ଶ ପଦଯାତ୍ରା ପ୍ରସ୍ତୁତି: [476, 740, 1024, 789]
koraput-notice-no: Notice No. 3044/18: [764, 964, 877, 976]
olic-title: ODISHA LIFT IRRIGATION CORPORATION LIMITED: [12, 1384, 742, 1413]
olic-cell-emd: 1822: [470, 1796, 532, 1823]
selfie-caption-2: @ ସୁଶାନ୍ତ: [180, 948, 233, 962]
stonemart-org2: Handlooms, Textiles & Handicrafts Department, Government of Odisha: [1186, 1635, 1452, 1644]
olic-cell-work: Extention of distribution system of Beheradihi – IV, Bhera – I, Bhera – II, Bhaleswar – VI, Budhipali – I, Jenjera – V R/L Projects: [145, 1823, 399, 1861]
koraput-office: OFFICE OF THE PANCHAYAT SAMITI, KORAPUT: [776, 936, 1099, 952]
ad-koraput: [756, 930, 1120, 1156]
koraput-body2: The date and time of receipt of Sealed quotations are from 12.11.2018 to 19.11.2018 upto 4.00 P.M. on working days only.: [764, 1085, 1112, 1109]
smi-no: No.723-A: [1442, 1726, 1482, 1736]
olic-cell-block: [44, 1823, 96, 1861]
table-row: [1143, 1945, 1482, 1976]
plastic-body: ଏହିଭଳି ଆପଣଙ୍କ ମୁହାଁରେ ଚିତ୍ର ଫଟୋ/ ସେଲ୍ଫି ତୋଳି balasoreselfie@gmail.com ରେ ଆମର ସେଲ୍ଫି କର୍ଣ୍ଣରକୁ ପଠାନ୍ତୁ। ଏହାହ ଫଟୋକୁ ହ୍ୟାସ୍‌ଟ୍ୟାଗ #PlasticFreeOdisha ଲଗାଇ @DharitriNews କୁ ଟ୍ୟାଗ୍ କରି ଆପଣଙ୍କର ସୋସିଆଲ ମିଡିଆ ପ୍ଲାଟଫର୍ମରେ ପୋଷ୍ଟ କରନ୍ତୁ। ଆମ ପତ୍ରିକାରେ ଦେଖି Dharitri କୁ ଜାଣନ୍ତୁ ଏବଂ ଏହି ଅଭିଯାନରେ ସାମିଲ ହୁଅନ୍ତୁ।: [18, 169, 326, 252]
svnirtar-body1: E-Tender is invited for procurement of Physiotherapy, Occupational Therapy, Hospital equipment etc/ hiring of 52 seater bus/ AMC of Computer & Accessories/ Hospital Dressing & Textile i.e. POP/Roller bandage, Cotton, POP Power etc.: [1142, 1102, 1482, 1152]
